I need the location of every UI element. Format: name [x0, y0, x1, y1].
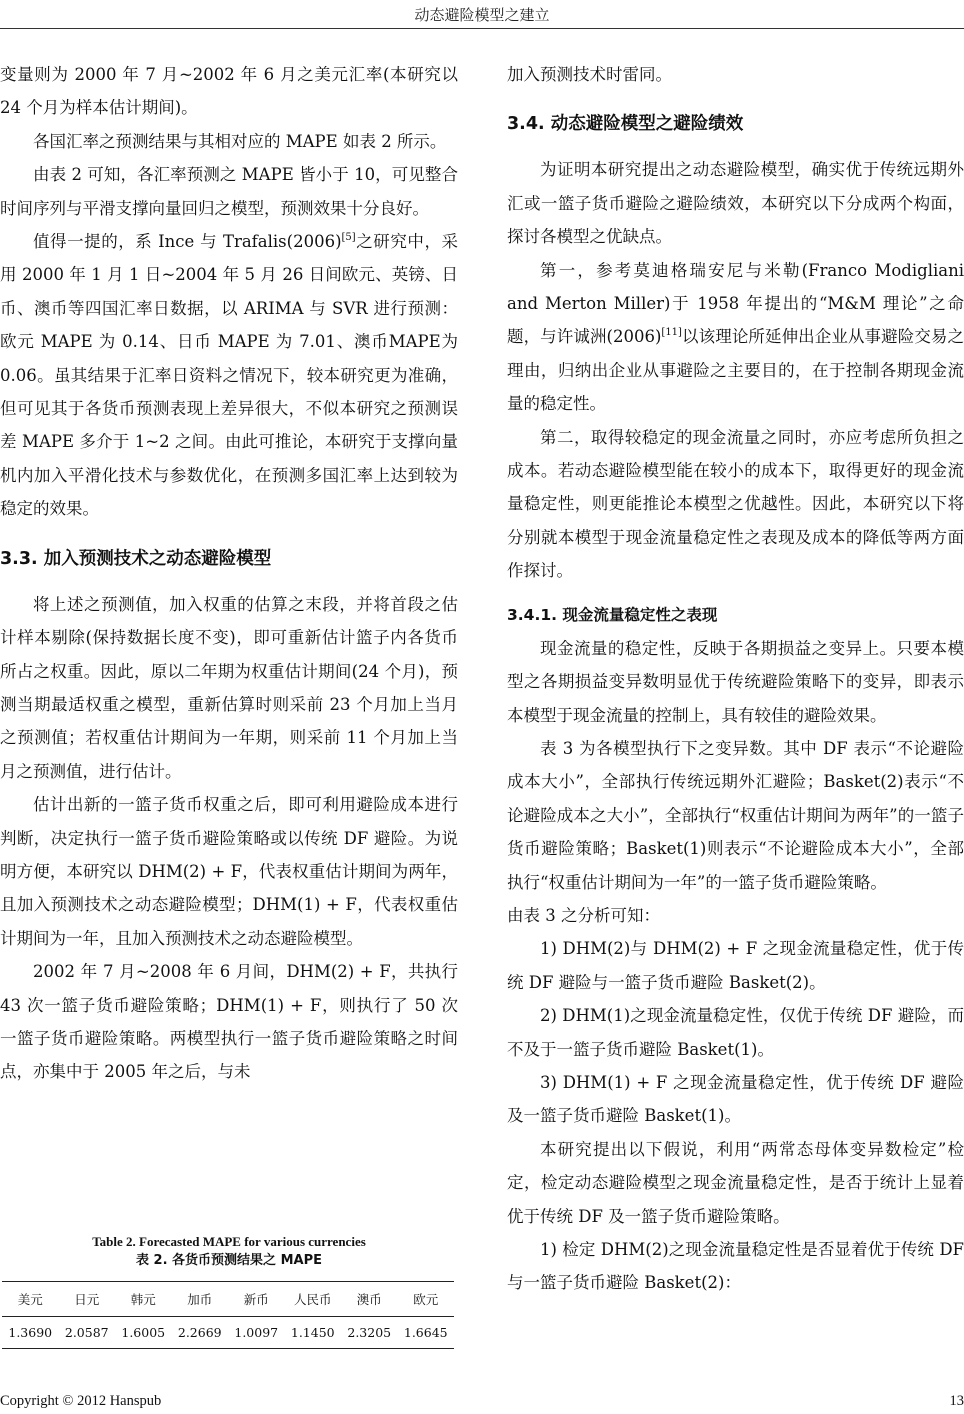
paragraph-text: 值得一提的，系 Ince 与 Trafalis(2006): [33, 232, 342, 252]
paragraph-text: 之研究中，采用 2000 年 1 月 1 日~2004 年 5 月 26 日间欧元、英镑、日币、澳币等四国汇率日数据，以 ARIMA 与 SVR 进行预测：欧元 MAPE 为 0.14、日币 MAPE 为 7.01、澳币MAPE为0.06。虽其结果于汇率日资料之情况下，较本研究更为准确，但可见其于各货币预测表现上差异很大，不似本研究之预测误差 MAPE 多介于 1~2 之间。由此可推论，本研究于支撑向量机内加入平滑化技术与参数优化，在预测多国汇率上达到较为稳定的效果。: [0, 232, 458, 519]
table-cell: 1.1450: [290, 1325, 335, 1340]
paragraph: 为证明本研究提出之动态避险模型，确实优于传统远期外汇或一篮子货币避险之避险绩效，本研究以下分成两个构面，探讨各模型之优缺点。: [507, 160, 964, 247]
paragraph: 各国汇率之预测结果与其相对应的 MAPE 如表 2 所示。: [33, 131, 447, 151]
section-heading-3-3: 3.3. 加入预测技术之动态避险模型: [0, 548, 272, 569]
paragraph: 本研究提出以下假说，利用“两常态母体变异数检定”检定，检定动态避险模型之现金流量稳定性，是否于统计上显着优于传统 DF 及一篮子货币避险策略。: [507, 1139, 964, 1226]
subsection-heading-3-4-1: 3.4.1. 现金流量稳定性之表现: [507, 605, 718, 624]
section-heading-3-4: 3.4. 动态避险模型之避险绩效: [507, 114, 744, 135]
column-header: 人民币: [293, 1292, 332, 1307]
paragraph: 2002 年 7 月~2008 年 6 月间，DHM(2) + F，共执行 43 次一篮子货币避险策略；DHM(1) + F，则执行了 50 次一篮子货币避险策略。两模型执行一篮子货币避险策略之时间点，亦集中于 2005 年之后，与未: [0, 962, 458, 1082]
list-item: 1) DHM(2)与 DHM(2) + F 之现金流量稳定性，优于传统 DF 避险与一篮子货币避险 Basket(2)。: [507, 939, 964, 992]
running-head-title: 动态避险模型之建立: [414, 6, 550, 24]
paragraph-text: 第一，参考莫迪格瑞安尼与米勒(Franco Modigliani and Merton Miller)于 1958 年提出的“M&M 理论”之命题，与许诚洲(2006): [507, 260, 964, 347]
paragraph: 现金流量的稳定性，反映于各期损益之变异上。只要本模型之各期损益变异数明显优于传统避险策略下的变异，即表示本模型于现金流量的控制上，具有较佳的避险效果。: [507, 638, 964, 725]
left-column: [0, 58, 458, 1089]
citation-ref[interactable]: [11]: [661, 327, 682, 339]
column-header: 韩元: [130, 1292, 156, 1307]
table-cell: 2.2669: [177, 1325, 222, 1340]
right-column: [507, 58, 964, 1300]
table-2: [0, 1233, 458, 1349]
citation-ref[interactable]: [5]: [341, 232, 356, 244]
table-row: [2, 1317, 454, 1349]
table-cell: 1.6645: [403, 1325, 448, 1340]
column-header: 新币: [243, 1292, 269, 1307]
table-caption-en: Table 2. Forecasted MAPE for various currencies: [92, 1234, 366, 1249]
column-header: 日元: [74, 1292, 100, 1307]
footer-copyright: Copyright © 2012 Hanspub: [0, 1393, 162, 1409]
paragraph: 表 3 为各模型执行下之变异数。其中 DF 表示“不论避险成本大小”，全部执行传统远期外汇避险；Basket(2)表示“不论避险成本之大小”，全部执行“权重估计期间为两年”的一篮子货币避险策略；Basket(1)则表示“不论避险成本大小”，全部执行“权重估计期间为一年”的一篮子货币避险策略。: [507, 738, 964, 892]
column-header: 澳币: [356, 1292, 382, 1307]
list-item: 2) DHM(1)之现金流量稳定性，仅优于传统 DF 避险，而不及于一篮子货币避险 Basket(1)。: [507, 1006, 964, 1059]
column-header: 美元: [17, 1292, 43, 1307]
paragraph: [507, 254, 964, 421]
mape-table: [2, 1281, 454, 1349]
paragraph: 由表 2 可知，各汇率预测之 MAPE 皆小于 10，可见整合时间序列与平滑支撑向量回归之模型，预测效果十分良好。: [0, 165, 458, 218]
table-cell: 1.3690: [8, 1325, 53, 1340]
column-header: 加币: [187, 1292, 213, 1307]
table-caption-zh: 表 2. 各货币预测结果之 MAPE: [136, 1253, 322, 1268]
paragraph: 加入预测技术时雷同。: [507, 65, 672, 84]
paragraph: 第二，取得较稳定的现金流量之同时，亦应考虑所负担之成本。若动态避险模型能在较小的成本下，取得更好的现金流量稳定性，则更能推论本模型之优越性。因此，本研究以下将分别就本模型于现金流量稳定性之表现及成本的降低等两方面作探讨。: [507, 427, 964, 581]
list-item: 3) DHM(1) + F 之现金流量稳定性，优于传统 DF 避险及一篮子货币避险 Basket(1)。: [507, 1072, 964, 1126]
paragraph: 将上述之预测值，加入权重的估算之末段，并将首段之估计样本剔除(保持数据长度不变)，即可重新估计篮子内各货币所占之权重。因此，原以二年期为权重估计期间(24 个月)，预测当期最适权重之模型，重新估算时则采前 23 个月加上当月之预测值；若权重估计期间为一年期，则采前 11 个月加上当月之预测值，进行估计。: [0, 594, 458, 781]
table-cell: 1.6005: [121, 1325, 166, 1340]
table-cell: 2.3205: [347, 1325, 392, 1340]
paragraph: 变量则为 2000 年 7 月~2002 年 6 月之美元汇率(本研究以 24 个月为样本估计期间)。: [0, 65, 458, 118]
column-header: 欧元: [413, 1292, 439, 1307]
table-header-row: [2, 1282, 454, 1317]
paragraph-text: 以该理论所延伸出企业从事避险交易之理由，归纳出企业从事避险之主要目的，在于控制各期现金流量的稳定性。: [507, 327, 964, 414]
table-cell: 2.0587: [64, 1325, 109, 1340]
paragraph: 估计出新的一篮子货币权重之后，即可利用避险成本进行判断，决定执行一篮子货币避险策略或以传统 DF 避险。为说明方便，本研究以 DHM(2) + F，代表权重估计期间为两年，且加入预测技术之动态避险模型；DHM(1) + F，代表权重估计期间为一年，且加入预测技术之动态避险模型。: [0, 795, 458, 948]
paragraph: [0, 225, 458, 526]
page-number: 13: [949, 1393, 964, 1409]
paragraph: 由表 3 之分析可知：: [507, 905, 660, 925]
table-cell: 1.0097: [234, 1325, 279, 1340]
header-divider: [0, 28, 964, 29]
list-item: 1) 检定 DHM(2)之现金流量稳定性是否显着优于传统 DF 与一篮子货币避险 Basket(2)：: [507, 1240, 964, 1293]
